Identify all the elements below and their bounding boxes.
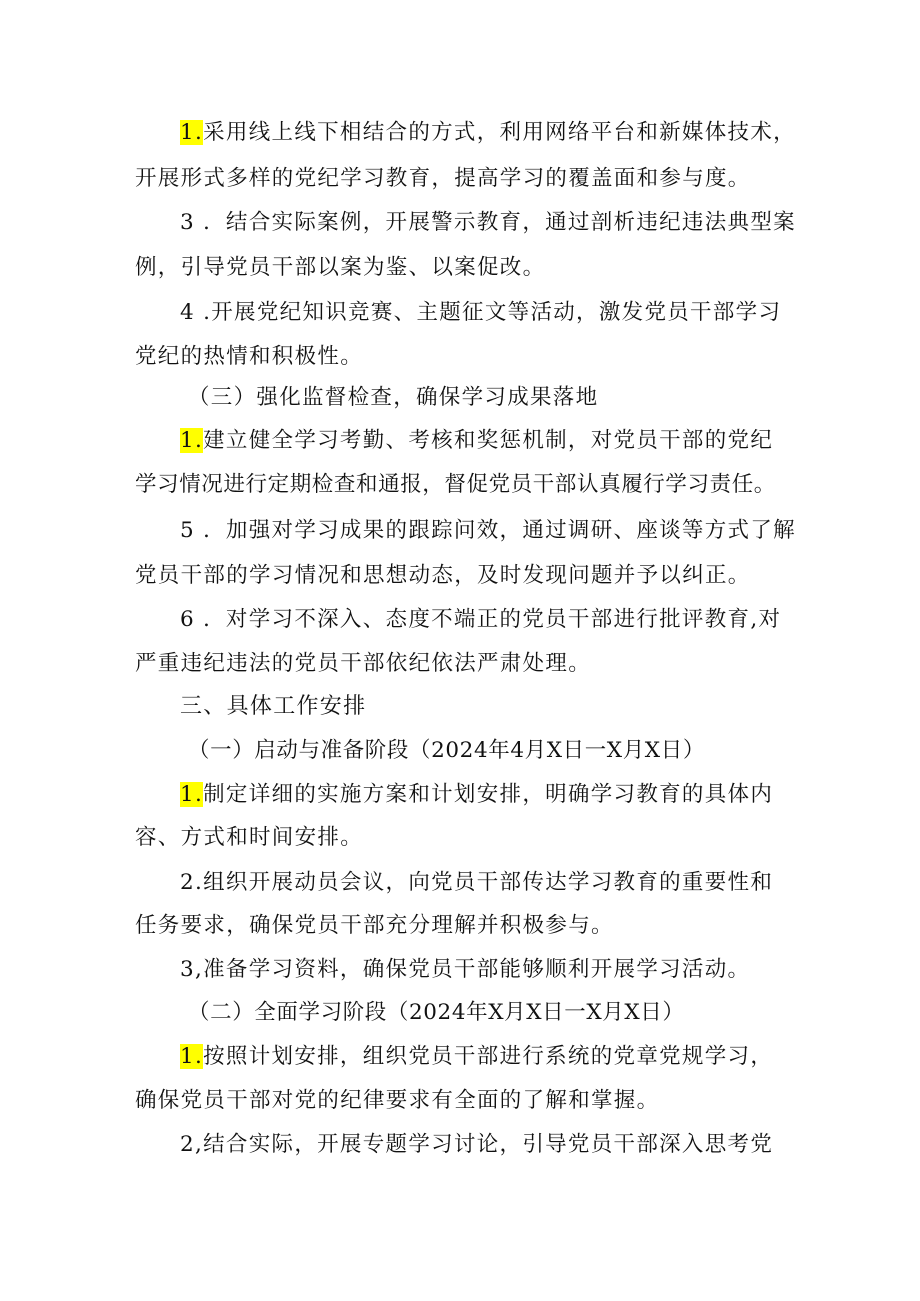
paragraph-line <box>135 911 614 941</box>
paragraph-line <box>180 868 773 898</box>
section-subheading <box>188 383 598 413</box>
list-marker: 4 <box>180 300 195 325</box>
line-text: （三）强化监督检查，确保学习成果落地 <box>188 385 599 410</box>
list-marker: 6 <box>180 607 195 632</box>
list-marker: 3 <box>180 210 195 235</box>
paragraph-line <box>180 780 773 810</box>
highlighted-list-marker: 1. <box>180 1044 204 1069</box>
line-text: 准备学习资料，确保党员干部能够顺利开展学习活动。 <box>203 957 751 982</box>
line-text: ．加强对学习成果的跟踪问效，通过调研、座谈等方式了解 <box>194 518 796 543</box>
line-text: 确保党员干部对党的纪律要求有全面的了解和掌握。 <box>135 1088 660 1113</box>
section-subheading <box>188 736 705 766</box>
line-text: 例，引导党员干部以案为鉴、以案促改。 <box>135 255 546 280</box>
paragraph-line <box>180 426 773 456</box>
line-text: （二）全面学习阶段（2024年X月X日一X月X日） <box>188 1000 685 1025</box>
paragraph-line <box>135 1086 659 1116</box>
paragraph-line <box>135 470 776 500</box>
line-text: 制定详细的实施方案和计划安排，明确学习教育的具体内 <box>203 782 774 807</box>
paragraph-line <box>180 955 750 985</box>
line-text: 组织开展动员会议，向党员干部传达学习教育的重要性和 <box>203 870 774 895</box>
paragraph-line <box>180 516 796 546</box>
paragraph-line <box>135 649 591 679</box>
line-text: 容、方式和时间安排。 <box>135 825 364 850</box>
paragraph-line <box>135 342 363 372</box>
line-text: ．结合实际案例，开展警示教育，通过剖析违纪违法典型案 <box>194 210 796 235</box>
line-text: 党纪的热情和积极性。 <box>135 344 364 369</box>
line-text: 采用线上线下相结合的方式，利用网络平台和新媒体技术， <box>203 120 796 145</box>
paragraph-line <box>135 561 751 591</box>
section-subheading <box>188 998 684 1028</box>
list-marker: 2. <box>180 870 204 895</box>
paragraph-line <box>180 208 796 238</box>
line-text: 严重违纪违法的党员干部依纪依法严肃处理。 <box>135 651 592 676</box>
line-text: 党员干部的学习情况和思想动态，及时发现问题并予以纠正。 <box>135 563 751 588</box>
line-text: （一）启动与准备阶段（2024年4月X日一X月X日） <box>188 738 705 763</box>
line-text: .开展党纪知识竞赛、主题征文等活动，激发党员干部学习 <box>194 300 782 325</box>
line-text: 开展形式多样的党纪学习教育，提高学习的覆盖面和参与度。 <box>135 166 751 191</box>
paragraph-line <box>180 118 796 148</box>
line-text: ．对学习不深入、态度不端正的党员干部进行批评教育,对 <box>194 607 782 632</box>
paragraph-line <box>180 1130 773 1160</box>
paragraph-line <box>135 253 545 283</box>
section-heading <box>180 692 366 722</box>
highlighted-list-marker: 1. <box>180 428 204 453</box>
list-marker: 5 <box>180 518 195 543</box>
highlighted-list-marker: 1. <box>180 120 204 145</box>
list-marker: 3, <box>180 957 204 982</box>
line-text: 结合实际，开展专题学习讨论，引导党员干部深入思考党 <box>203 1132 774 1157</box>
list-marker: 2, <box>180 1132 204 1157</box>
paragraph-line <box>135 164 751 194</box>
paragraph-line <box>180 1042 773 1072</box>
line-text: 建立健全学习考勤、考核和奖惩机制，对党员干部的党纪 <box>203 428 774 453</box>
line-text: 学习情况进行定期检查和通报，督促党员干部认真履行学习责任。 <box>135 472 776 497</box>
paragraph-line <box>180 605 781 635</box>
highlighted-list-marker: 1. <box>180 782 204 807</box>
line-text: 按照计划安排，组织党员干部进行系统的党章党规学习， <box>203 1044 774 1069</box>
line-text: 三、具体工作安排 <box>180 694 367 719</box>
paragraph-line <box>180 298 781 328</box>
line-text: 任务要求，确保党员干部充分理解并积极参与。 <box>135 913 614 938</box>
paragraph-line <box>135 823 363 853</box>
